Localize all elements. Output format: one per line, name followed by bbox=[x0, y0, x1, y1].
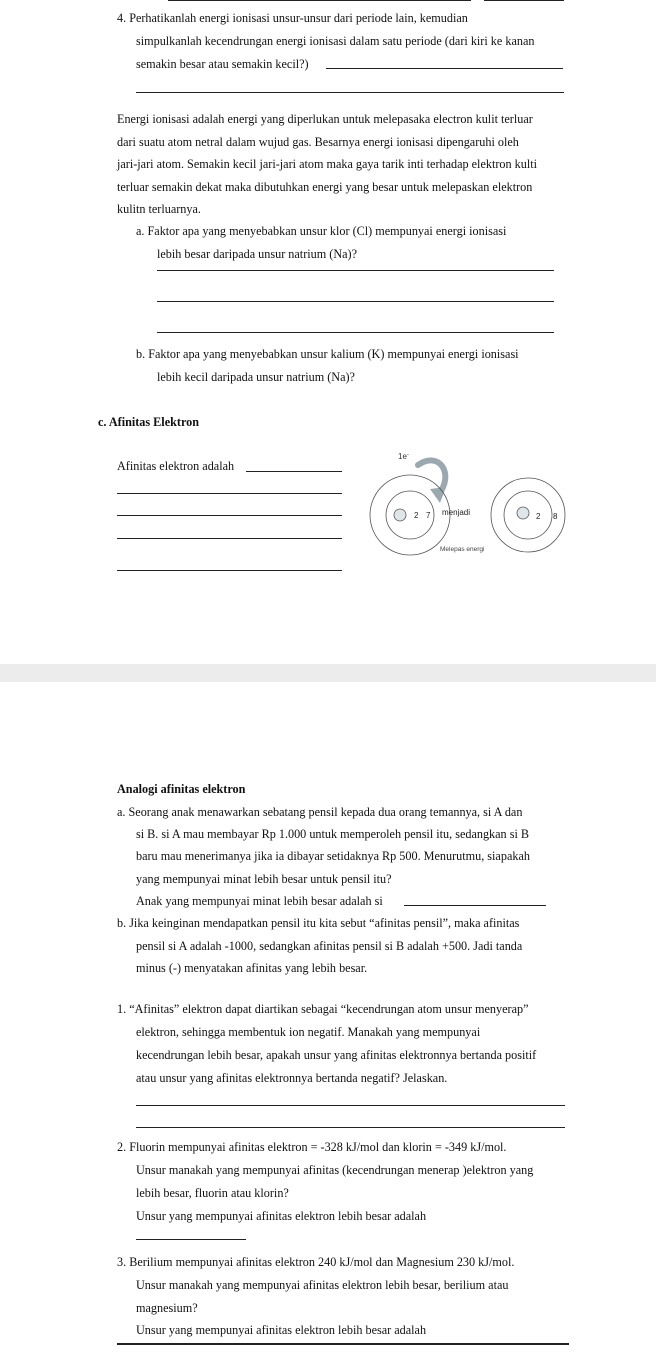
analogi-a-line-3: baru mau menerimanya jika ia dibayar setidaknya Rp 500. Menurutmu, siapakah bbox=[136, 849, 530, 863]
section-c-heading: c. Afinitas Elektron bbox=[98, 415, 200, 429]
paragraph-line-4: terluar semakin dekat maka dibutuhkan energi yang besar untuk melepaskan elektron bbox=[117, 180, 533, 194]
q1-line-2: elektron, sehingga membentuk ion negatif. Manakah yang mempunyai bbox=[136, 1025, 481, 1039]
left-shell-2: 7 bbox=[426, 511, 431, 520]
left-nucleus bbox=[394, 509, 406, 521]
right-nucleus bbox=[517, 507, 529, 519]
qa-answer-line-3[interactable] bbox=[157, 332, 554, 333]
q4-line-3: semakin besar atau semakin kecil?) bbox=[136, 57, 309, 71]
qb-line-2: lebih kecil daripada unsur natrium (Na)? bbox=[157, 370, 355, 384]
top-rule-left bbox=[168, 0, 471, 1]
paragraph-line-2: dari suatu atom netral dalam wujud gas. Besarnya energi ionisasi dipengaruhi oleh bbox=[117, 135, 519, 149]
q1-line-1: 1. “Afinitas” elektron dapat diartikan sebagai “kecendrungan atom unsur menyerap” bbox=[117, 1002, 529, 1016]
paragraph-line-1: Energi ionisasi adalah energi yang diperlukan untuk melepasaka electron kulit terluar bbox=[117, 112, 533, 126]
q3-line-3: magnesium? bbox=[136, 1301, 198, 1315]
afinitas-answer-line-5[interactable] bbox=[117, 570, 342, 571]
bottom-rule bbox=[117, 1343, 569, 1345]
q1-line-4: atau unsur yang afinitas elektronnya bertanda negatif? Jelaskan. bbox=[136, 1071, 448, 1085]
analogi-heading: Analogi afinitas elektron bbox=[117, 782, 246, 796]
left-atom-outer-shell bbox=[370, 475, 450, 555]
analogi-b-line-3: minus (-) menyatakan afinitas yang lebih besar. bbox=[136, 961, 368, 975]
right-shell-2: 8 bbox=[553, 512, 558, 521]
q4-answer-line-2[interactable] bbox=[136, 92, 564, 93]
q2-line-1: 2. Fluorin mempunyai afinitas elektron = -328 kJ/mol dan klorin = -349 kJ/mol. bbox=[117, 1140, 507, 1154]
qb-line-1: b. Faktor apa yang menyebabkan unsur kalium (K) mempunyai energi ionisasi bbox=[136, 347, 519, 361]
page-break bbox=[0, 664, 656, 682]
right-shell-1: 2 bbox=[536, 512, 541, 521]
afinitas-answer-line-2[interactable] bbox=[117, 493, 342, 494]
q1-line-3: kecendrungan lebih besar, apakah unsur yang afinitas elektronnya bertanda positif bbox=[136, 1048, 537, 1062]
qa-line-2: lebih besar daripada unsur natrium (Na)? bbox=[157, 247, 357, 261]
left-shell-1: 2 bbox=[414, 511, 419, 520]
top-rule-right bbox=[484, 0, 564, 1]
q3-line-4: Unsur yang mempunyai afinitas elektron lebih besar adalah bbox=[136, 1323, 427, 1337]
q2-line-4: Unsur yang mempunyai afinitas elektron lebih besar adalah bbox=[136, 1209, 427, 1223]
qa-line-1: a. Faktor apa yang menyebabkan unsur klor (Cl) mempunyai energi ionisasi bbox=[136, 224, 507, 238]
analogi-a-line-4: yang mempunyai minat lebih besar untuk pensil itu? bbox=[136, 872, 392, 886]
analogi-a-answer-line[interactable] bbox=[404, 905, 546, 906]
afinitas-answer-line-1[interactable] bbox=[246, 471, 342, 472]
q4-answer-line-1[interactable] bbox=[326, 68, 563, 69]
menjadi-label: menjadi bbox=[442, 508, 471, 517]
afinitas-answer-line-3[interactable] bbox=[117, 515, 342, 516]
q2-answer-line[interactable] bbox=[136, 1239, 246, 1240]
afinitas-label: Afinitas elektron adalah bbox=[117, 459, 235, 473]
analogi-a-line-5: Anak yang mempunyai minat lebih besar adalah si bbox=[136, 894, 383, 908]
q1-answer-line-1[interactable] bbox=[136, 1105, 565, 1106]
paragraph-line-5: kulitn terluarnya. bbox=[117, 202, 201, 216]
analogi-a-line-1: a. Seorang anak menawarkan sebatang pensil kepada dua orang temannya, si A dan bbox=[117, 805, 523, 819]
q3-line-2: Unsur manakah yang mempunyai afinitas elektron lebih besar, berilium atau bbox=[136, 1278, 509, 1292]
melepas-energi-label: Melepas energi bbox=[440, 546, 485, 553]
qa-answer-line-2[interactable] bbox=[157, 301, 554, 302]
analogi-b-line-2: pensil si A adalah -1000, sedangkan afinitas pensil si B adalah +500. Jadi tanda bbox=[136, 939, 523, 953]
qa-answer-line-1[interactable] bbox=[157, 270, 554, 271]
electron-label: 1e- bbox=[398, 452, 409, 461]
q3-line-1: 3. Berilium mempunyai afinitas elektron 240 kJ/mol dan Magnesium 230 kJ/mol. bbox=[117, 1255, 515, 1269]
q2-line-2: Unsur manakah yang mempunyai afinitas (kecendrungan menerap )elektron yang bbox=[136, 1163, 534, 1177]
q4-line-2: simpulkanlah kecendrungan energi ionisasi dalam satu periode (dari kiri ke kanan bbox=[136, 34, 535, 48]
q4-line-1: 4. Perhatikanlah energi ionisasi unsur-unsur dari periode lain, kemudian bbox=[117, 11, 468, 25]
electron-affinity-diagram bbox=[360, 445, 570, 560]
analogi-a-line-2: si B. si A mau membayar Rp 1.000 untuk memperoleh pensil itu, sedangkan si B bbox=[136, 827, 530, 841]
q1-answer-line-2[interactable] bbox=[136, 1127, 565, 1128]
q2-line-3: lebih besar, fluorin atau klorin? bbox=[136, 1186, 289, 1200]
analogi-b-line-1: b. Jika keinginan mendapatkan pensil itu kita sebut “afinitas pensil”, maka afinitas bbox=[117, 916, 520, 930]
afinitas-answer-line-4[interactable] bbox=[117, 538, 342, 539]
paragraph-line-3: jari-jari atom. Semakin kecil jari-jari atom maka gaya tarik inti terhadap elektron kulti bbox=[117, 157, 537, 171]
